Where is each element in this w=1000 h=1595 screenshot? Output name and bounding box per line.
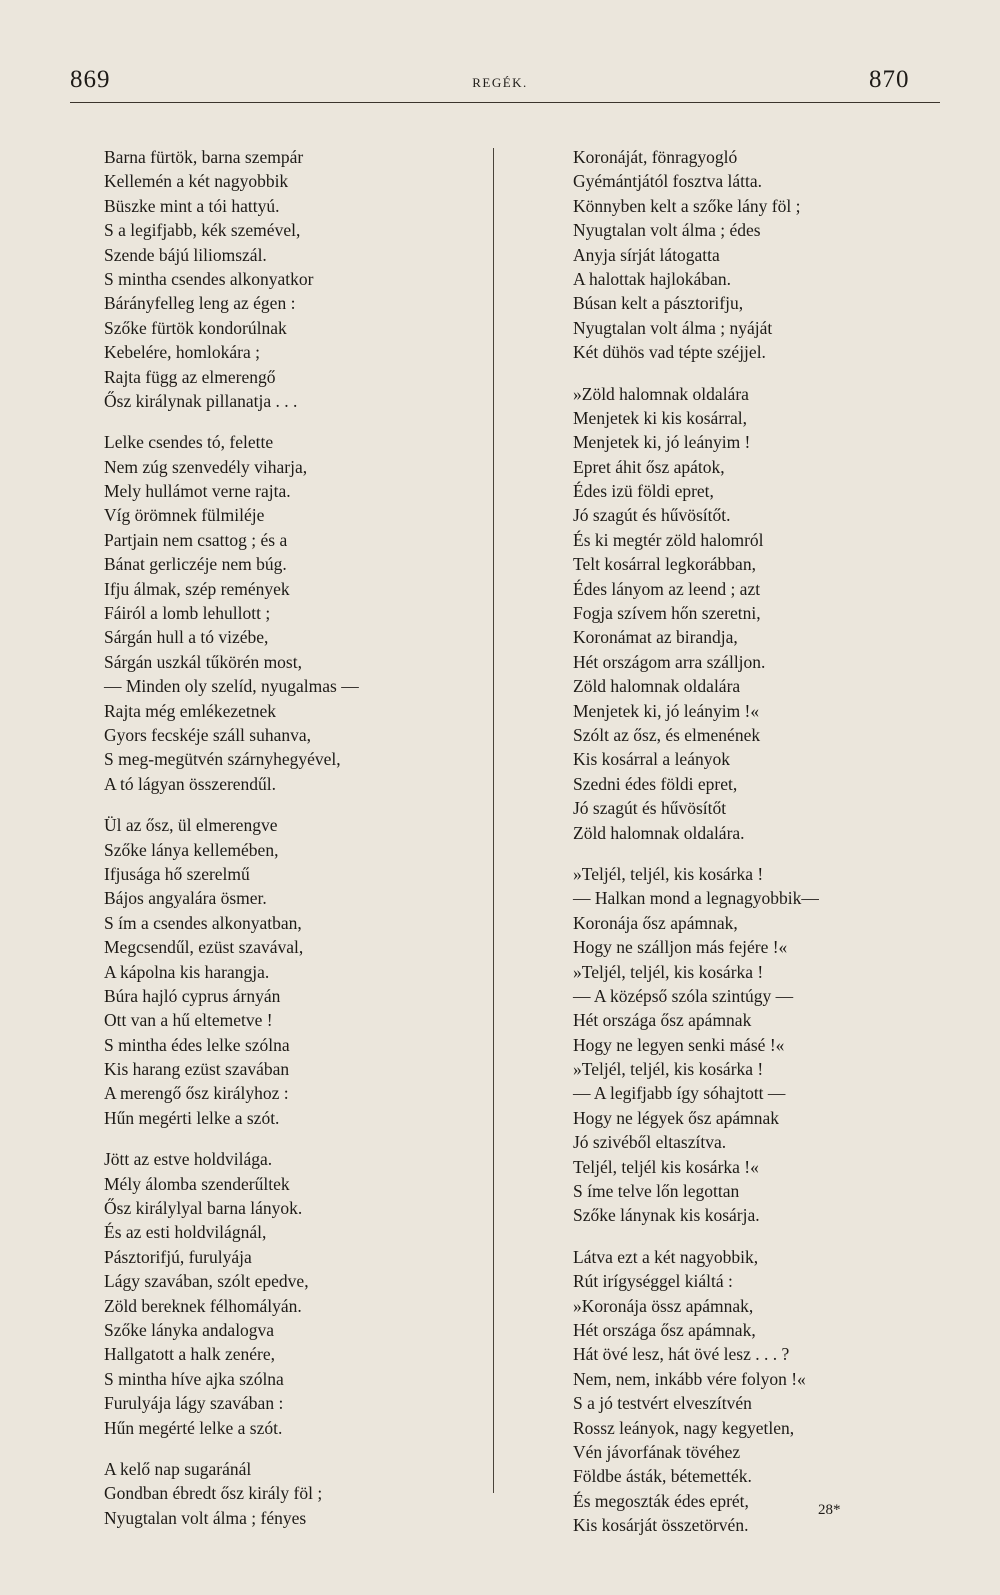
poem-line: Megcsendűl, ezüst szavával, xyxy=(104,937,304,958)
stanza xyxy=(573,145,943,365)
poem-line: Nyugtalan volt álma ; édes xyxy=(573,220,761,241)
poem-line: Bánat gerliczéje nem búg. xyxy=(104,554,287,575)
left-column xyxy=(104,145,474,1547)
poem-line: Bájos angyalára ösmer. xyxy=(104,888,267,909)
poem-line: Mely hullámot verne rajta. xyxy=(104,481,291,502)
poem-line: Rossz leányok, nagy kegyetlen, xyxy=(573,1417,795,1438)
poem-line: Menjetek ki, jó leányim ! xyxy=(573,432,751,453)
poem-line: Jött az estve holdvilága. xyxy=(104,1149,273,1170)
poem-line: Pásztorifjú, furulyája xyxy=(104,1246,252,1267)
poem-line: Hát övé lesz, hát övé lesz . . . ? xyxy=(573,1344,790,1365)
poem-line: Menjetek ki, jó leányim !« xyxy=(573,700,760,721)
poem-line: És ki megtér zöld halomról xyxy=(573,529,764,550)
poem-line: Szólt az ősz, és elmenének xyxy=(573,724,761,745)
poem-line: Két dühös vad tépte széjjel. xyxy=(573,342,766,363)
poem-line: Gyémántjától fosztva látta. xyxy=(573,171,763,192)
stanza xyxy=(104,1457,474,1530)
poem-line: Nyugtalan volt álma ; fényes xyxy=(104,1507,307,1528)
poem-line: Menjetek ki kis kosárral, xyxy=(573,407,747,428)
poem-line: Földbe ásták, bétemették. xyxy=(573,1466,752,1487)
page-header xyxy=(0,0,1000,110)
poem-line: Kis harang ezüst szavában xyxy=(104,1059,290,1080)
poem-line: — A legifjabb így sóhajtott — xyxy=(573,1083,786,1104)
poem-line: Kis kosárját összetörvén. xyxy=(573,1515,749,1536)
poem-line: Koronámat az birandja, xyxy=(573,627,738,648)
poem-line: Ott van a hű eltemetve ! xyxy=(104,1010,273,1031)
poem-line: Ifjusága hő szerelmű xyxy=(104,863,250,884)
poem-line: Fogja szívem hőn szeretni, xyxy=(573,603,761,624)
stanza xyxy=(573,1245,943,1538)
poem-line: Teljél, teljél kis kosárka !« xyxy=(573,1156,759,1177)
poem-line: Rajta még emlékezetnek xyxy=(104,700,277,721)
poem-line: Anyja sírját látogatta xyxy=(573,244,720,265)
stanza xyxy=(104,813,474,1130)
poem-line: Zöld halomnak oldalára xyxy=(573,676,741,697)
poem-line: Szende bájú liliomszál. xyxy=(104,244,267,265)
poem-line: Lágy szavában, szólt epedve, xyxy=(104,1271,309,1292)
poem-line: — Halkan mond a legnagyobbik— xyxy=(573,888,819,909)
poem-line: Hallgatott a halk zenére, xyxy=(104,1344,276,1365)
poem-line: Jó szagút és hűvösítőt. xyxy=(573,505,731,526)
stanza xyxy=(104,1147,474,1440)
poem-line: Hogy ne legyen senki másé !« xyxy=(573,1034,785,1055)
poem-line: Ősz királylyal barna lányok. xyxy=(104,1198,303,1219)
page-number-left: 869 xyxy=(70,66,111,93)
poem-line: Könnyben kelt a szőke lány föl ; xyxy=(573,195,801,216)
poem-line: »Teljél, teljél, kis kosárka ! xyxy=(573,1059,764,1080)
poem-line: Édes lányom az leend ; azt xyxy=(573,578,761,599)
header-rule xyxy=(70,102,940,103)
poem-line: Sárgán uszkál tűkörén most, xyxy=(104,651,302,672)
poem-line: Bárányfelleg leng az égen : xyxy=(104,293,296,314)
poem-line: A kelő nap sugaránál xyxy=(104,1458,252,1479)
poem-line: Barna fürtök, barna szempár xyxy=(104,147,304,167)
poem-line: Partjain nem csattog ; és a xyxy=(104,529,288,550)
poem-line: Nem zúg szenvedély viharja, xyxy=(104,456,308,477)
poem-line: Édes izü földi epret, xyxy=(573,481,714,502)
column-divider xyxy=(493,148,494,1493)
poem-line: Mély álomba szenderűltek xyxy=(104,1173,290,1194)
poem-line: Büszke mint a tói hattyú. xyxy=(104,195,280,216)
poem-line: S ím a csendes alkonyatban, xyxy=(104,912,302,933)
poem-line: Hét országom arra szálljon. xyxy=(573,651,766,672)
poem-line: »Teljél, teljél, kis kosárka ! xyxy=(573,961,764,982)
poem-line: Kis kosárral a leányok xyxy=(573,749,730,770)
poem-line: A merengő ősz királyhoz : xyxy=(104,1083,289,1104)
poem-line: Szőke lánya kellemében, xyxy=(104,839,279,860)
poem-line: Hűn megérté lelke a szót. xyxy=(104,1417,283,1438)
poem-line: Rajta függ az elmerengő xyxy=(104,366,276,387)
poem-line: Nyugtalan volt álma ; nyáját xyxy=(573,317,773,338)
poem-line: Hét országa ősz apámnak xyxy=(573,1010,752,1031)
poem-line: És megoszták édes eprét, xyxy=(573,1490,749,1511)
poem-line: A kápolna kis harangja. xyxy=(104,961,270,982)
poem-line: Koronája ősz apámnak, xyxy=(573,912,738,933)
poem-line: És az esti holdvilágnál, xyxy=(104,1222,267,1243)
poem-line: Gyors fecskéje száll suhanva, xyxy=(104,724,312,745)
poem-line: Epret áhit ősz apátok, xyxy=(573,456,725,477)
stanza xyxy=(573,382,943,845)
poem-line: Zöld bereknek félhomályán. xyxy=(104,1295,302,1316)
poem-line: Furulyája lágy szavában : xyxy=(104,1393,284,1414)
poem-line: S a jó testvért elveszítvén xyxy=(573,1393,752,1414)
poem-line: S meg-megütvén szárnyhegyével, xyxy=(104,749,341,770)
poem-line: — A középső szóla szintúgy — xyxy=(573,985,794,1006)
poem-line: Zöld halomnak oldalára. xyxy=(573,822,745,843)
poem-line: Ősz királynak pillanatja . . . xyxy=(104,390,298,411)
poem-line: A halottak hajlokában. xyxy=(573,268,731,289)
poem-line: »Teljél, teljél, kis kosárka ! xyxy=(573,863,764,884)
signature-mark: 28* xyxy=(818,1502,841,1518)
poem-line: Telt kosárral legkorábban, xyxy=(573,554,756,575)
poem-line: Gondban ébredt ősz király föl ; xyxy=(104,1483,323,1504)
poem-line: Víg örömnek fülmiléje xyxy=(104,505,265,526)
poem-line: Hűn megérti lelke a szót. xyxy=(104,1107,280,1128)
poem-line: Hogy ne szálljon más fejére !« xyxy=(573,937,788,958)
poem-line: Lelke csendes tó, felette xyxy=(104,432,274,453)
stanza xyxy=(104,145,474,413)
poem-line: Látva ezt a két nagyobbik, xyxy=(573,1246,759,1267)
poem-line: Ifju álmak, szép remények xyxy=(104,578,290,599)
poem-line: S mintha csendes alkonyatkor xyxy=(104,268,314,289)
poem-line: Szőke lányka andalogva xyxy=(104,1319,275,1340)
stanza xyxy=(104,430,474,796)
poem-line: S mintha édes lelke szólna xyxy=(104,1034,290,1055)
poem-line: Rút irígységgel kiáltá : xyxy=(573,1271,733,1292)
running-title: REGÉK. xyxy=(472,75,528,90)
poem-line: Jó szagút és hűvösítőt xyxy=(573,798,727,819)
poem-line: Búsan kelt a pásztorifju, xyxy=(573,293,744,314)
poem-line: Szedni édes földi epret, xyxy=(573,773,738,794)
poem-line: Búra hajló cyprus árnyán xyxy=(104,985,281,1006)
poem-line: S íme telve lőn legottan xyxy=(573,1181,740,1202)
poem-line: Kebelére, homlokára ; xyxy=(104,342,260,363)
poem-line: Ül az ősz, ül elmerengve xyxy=(104,815,278,836)
poem-line: Vén jávorfának tövéhez xyxy=(573,1441,741,1462)
poem-line: Sárgán hull a tó vizébe, xyxy=(104,627,269,648)
stanza xyxy=(573,862,943,1228)
poem-line: »Zöld halomnak oldalára xyxy=(573,383,749,404)
right-column xyxy=(573,145,943,1554)
poem-line: Kellemén a két nagyobbik xyxy=(104,171,289,192)
poem-line: — Minden oly szelíd, nyugalmas — xyxy=(104,676,359,697)
poem-line: A tó lágyan összerendűl. xyxy=(104,773,277,794)
poem-line: Jó szivéből eltaszítva. xyxy=(573,1132,727,1153)
poem-line: »Koronája össz apámnak, xyxy=(573,1295,754,1316)
poem-line: Hét országa ősz apámnak, xyxy=(573,1319,756,1340)
poem-line: Koronáját, fönragyogló xyxy=(573,147,738,167)
poem-line: Fáiról a lomb lehullott ; xyxy=(104,603,271,624)
poem-line: Nem, nem, inkább vére folyon !« xyxy=(573,1368,806,1389)
poem-line: Szőke lánynak kis kosárja. xyxy=(573,1205,760,1226)
poem-line: S a legifjabb, kék szemével, xyxy=(104,220,301,241)
poem-line: S mintha híve ajka szólna xyxy=(104,1368,284,1389)
poem-line: Szőke fürtök kondorúlnak xyxy=(104,317,287,338)
poem-line: Hogy ne légyek ősz apámnak xyxy=(573,1107,780,1128)
page-number-right: 870 xyxy=(869,66,910,93)
